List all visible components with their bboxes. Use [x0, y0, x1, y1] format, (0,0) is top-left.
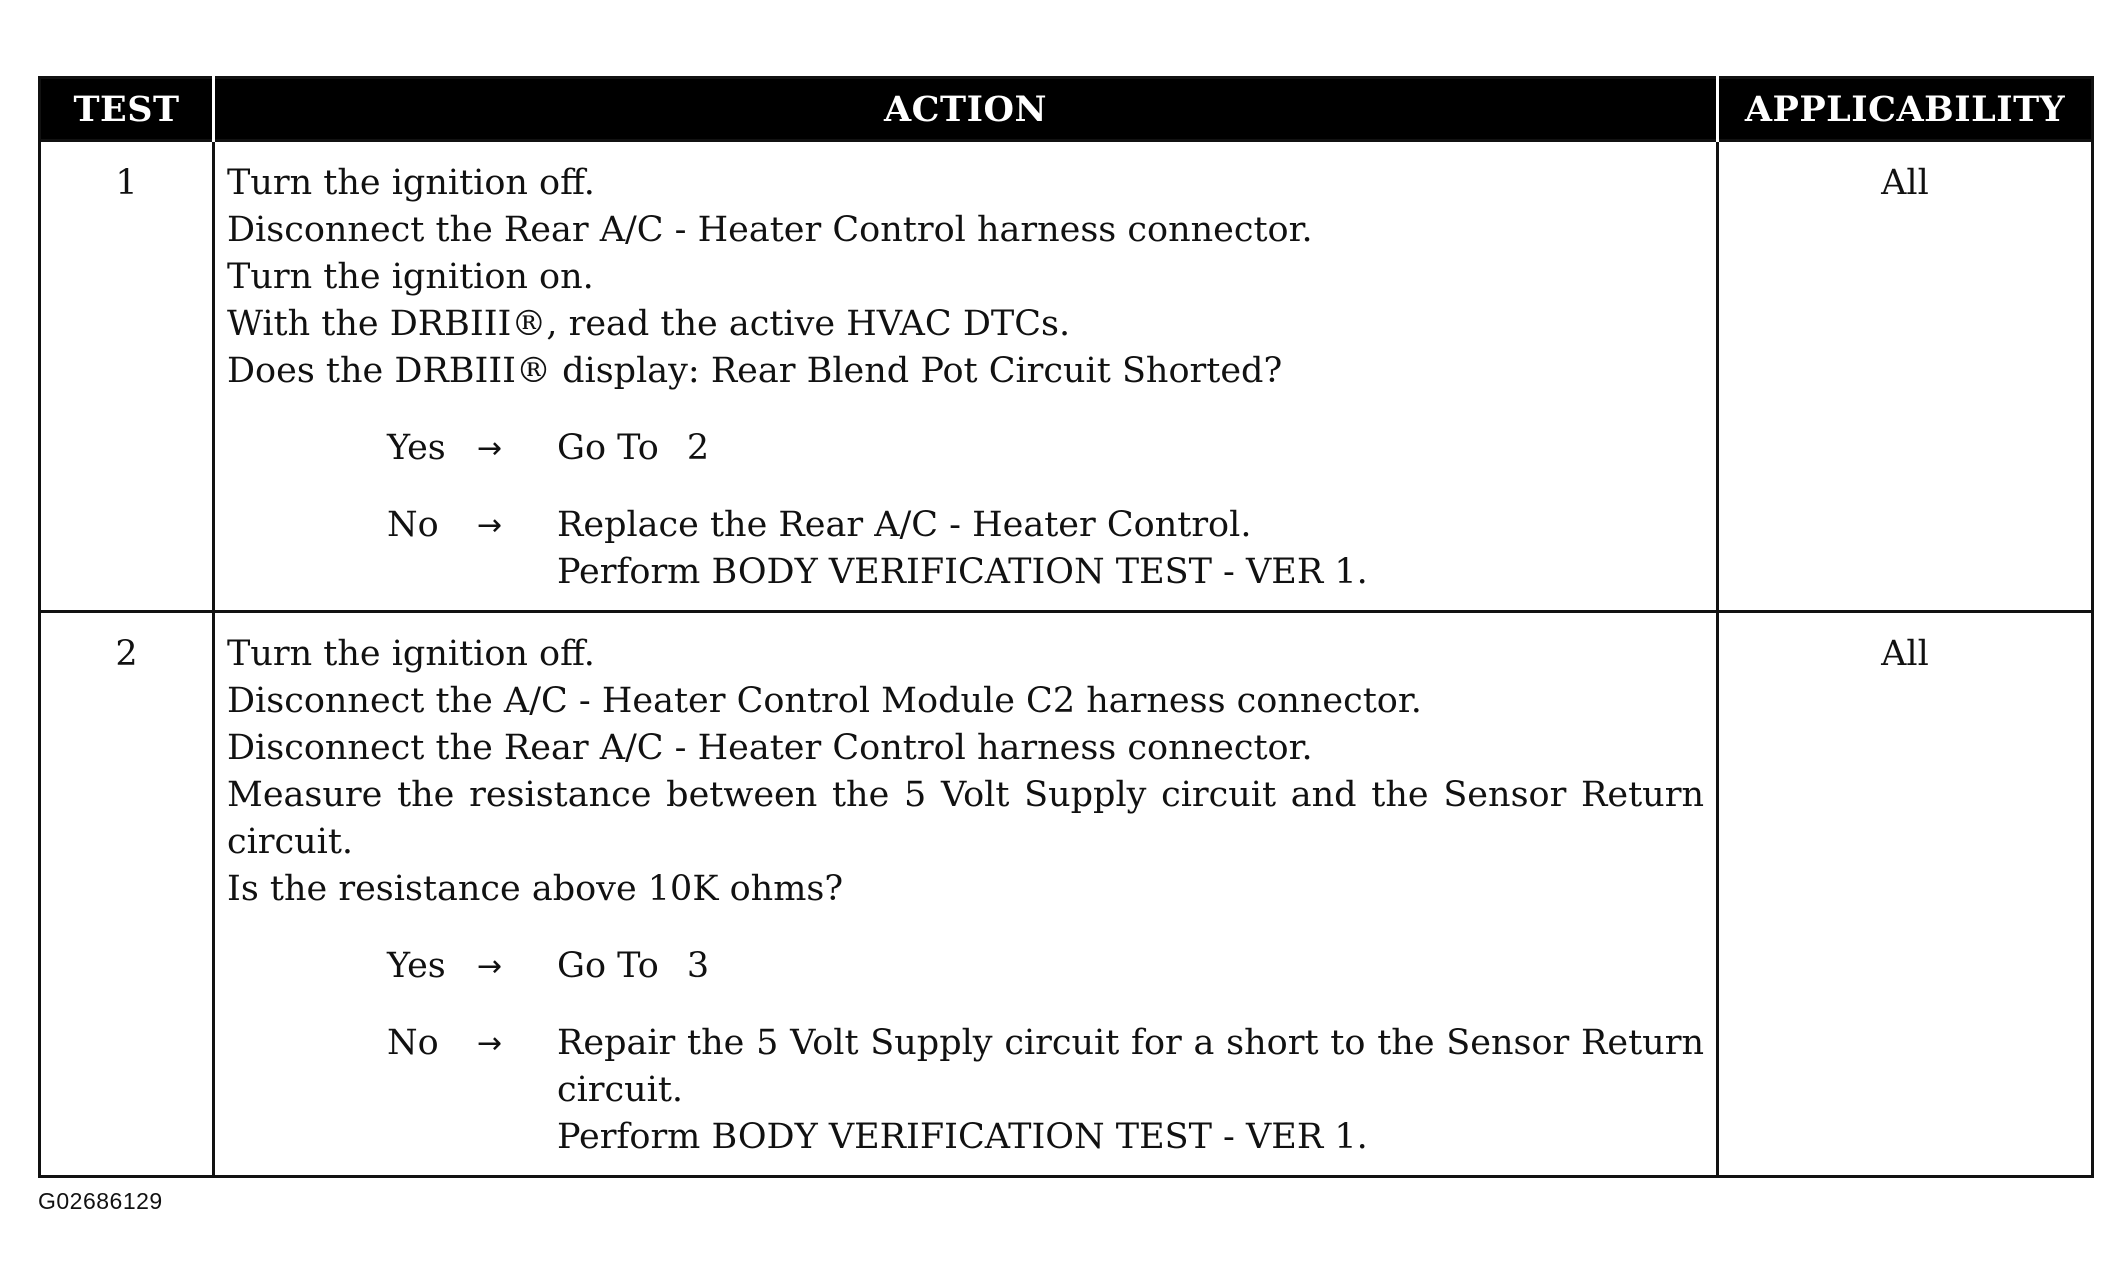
action-cell — [214, 141, 1718, 612]
right-arrow-icon: → — [477, 508, 503, 543]
action-step: Turn the ignition off. — [227, 634, 595, 674]
header-test: TEST — [40, 78, 214, 141]
action-step: Turn the ignition on. — [227, 257, 594, 297]
action-step: With the DRBIII®, read the active HVAC DTCs. — [227, 304, 1071, 344]
no-result-line: Perform BODY VERIFICATION TEST - VER 1. — [557, 552, 1368, 592]
yes-branch — [387, 943, 1704, 990]
header-applicability: APPLICABILITY — [1718, 78, 2093, 141]
goto-target-link[interactable]: 2 — [686, 428, 710, 468]
no-result — [557, 502, 1704, 596]
diagnostic-test-table — [38, 76, 2094, 1178]
action-step: Disconnect the Rear A/C - Heater Control harness connector. — [227, 728, 1313, 768]
action-step: Turn the ignition off. — [227, 163, 595, 203]
goto-target-link[interactable]: 3 — [686, 946, 710, 986]
header-action: ACTION — [214, 78, 1718, 141]
goto-label: Go To — [557, 428, 659, 468]
action-step: Disconnect the A/C - Heater Control Module C2 harness connector. — [227, 681, 1422, 721]
applicability-value: All — [1718, 141, 2093, 612]
test-number: 1 — [40, 141, 214, 612]
right-arrow-icon: → — [477, 431, 503, 466]
action-step: Does the DRBIII® display: Rear Blend Pot Circuit Shorted? — [227, 351, 1283, 391]
action-step: Is the resistance above 10K ohms? — [227, 869, 844, 909]
test-number: 2 — [40, 612, 214, 1177]
no-branch — [387, 502, 1704, 596]
table-row — [40, 141, 2093, 612]
figure-id: G02686129 — [38, 1188, 163, 1214]
action-cell — [214, 612, 1718, 1177]
yes-label: Yes — [387, 428, 446, 468]
goto-label: Go To — [557, 946, 659, 986]
yes-label: Yes — [387, 946, 446, 986]
right-arrow-icon: → — [477, 1026, 503, 1061]
no-result-line: Replace the Rear A/C - Heater Control. — [557, 505, 1252, 545]
applicability-value: All — [1718, 612, 2093, 1177]
no-branch — [387, 1020, 1704, 1161]
no-result — [557, 1020, 1704, 1161]
action-step: Measure the resistance between the 5 Volt Supply circuit and the Sensor Return circuit. — [227, 775, 1704, 862]
no-label: No — [387, 1023, 439, 1063]
action-step: Disconnect the Rear A/C - Heater Control harness connector. — [227, 210, 1313, 250]
yes-branch — [387, 425, 1704, 472]
table-row — [40, 612, 2093, 1177]
no-label: No — [387, 505, 439, 545]
no-result-line: Repair the 5 Volt Supply circuit for a short to the Sensor Return circuit. — [557, 1023, 1704, 1110]
no-result-line: Perform BODY VERIFICATION TEST - VER 1. — [557, 1117, 1368, 1157]
yes-result — [557, 425, 1704, 472]
branch-outcomes — [227, 425, 1704, 596]
branch-outcomes — [227, 943, 1704, 1161]
yes-result — [557, 943, 1704, 990]
right-arrow-icon: → — [477, 949, 503, 984]
table-header-row — [40, 78, 2093, 141]
